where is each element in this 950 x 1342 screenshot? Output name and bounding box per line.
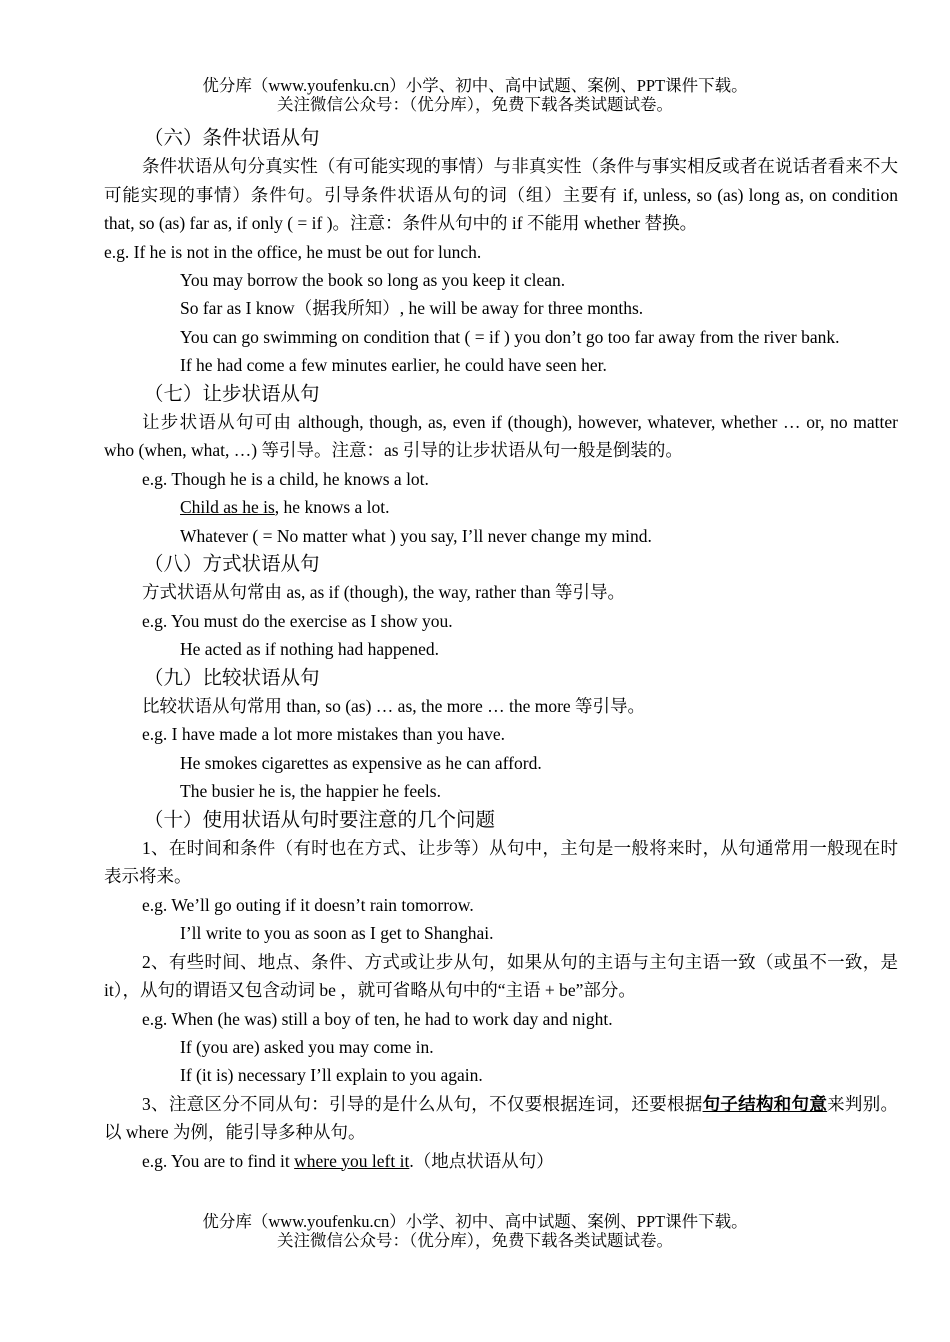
section-10-point-1-example-2: I’ll write to you as soon as I get to Shanghai. (180, 923, 494, 944)
example-rest: , he knows a lot. (274, 497, 390, 518)
section-8-example-1: e.g. You must do the exercise as I show you. (142, 610, 453, 631)
section-10-point-2: 2、有些时间、地点、条件、方式或让步从句，如果从句的主语与主句主语一致（或虽不一致，是 it），从句的谓语又包含动词 be ，就可省略从句中的“主语 + be”部分。 (104, 951, 898, 1001)
footer-line-2: 关注微信公众号：（优分库），免费下载各类试题试卷。 (277, 1231, 673, 1250)
document-body (104, 124, 898, 1175)
header-line-2: 关注微信公众号：（优分库），免费下载各类试题试卷。 (277, 95, 673, 114)
point-3-text-start: 3、注意区分不同从句：引导的是什么从句，不仅要根据连词，还要根据 (142, 1093, 703, 1114)
section-8-heading: （八）方式状语从句 (144, 552, 320, 576)
section-10-point-2-example-3: If (it is) necessary I’ll explain to you again. (180, 1065, 483, 1086)
section-6-example-2: You may borrow the book so long as you keep it clean. (180, 270, 566, 291)
section-8-paragraph: 方式状语从句常由 as, as if (though), the way, rather than 等引导。 (142, 582, 625, 603)
section-10-point-3-example (104, 1147, 898, 1175)
section-10-point-2-example-2: If (you are) asked you may come in. (180, 1036, 434, 1057)
section-6-paragraph: 条件状语从句分真实性（有可能实现的事情）与非真实性（条件与事实相反或者在说话者看来不大可能实现的事情）条件句。引导条件状语从句的词（组）主要有 if, unless, so (as) long as, on condition that, so (as) far as, if only ( = if )。注意：条件从句中的 if 不能用 whether 替换。 (104, 156, 898, 234)
example-end: .（地点状语从句） (409, 1150, 554, 1171)
section-10-heading: （十）使用状语从句时要注意的几个问题 (144, 807, 496, 831)
section-10-point-1: 1、在时间和条件（有时也在方式、让步等）从句中，主句是一般将来时，从句通常用一般现在时表示将来。 (104, 838, 898, 887)
point-3-text-end: 来判别。以 where 为例，能引导多种从句。 (104, 1093, 899, 1143)
section-6-example-4: You can go swimming on condition that ( = if ) you don’t go too far away from the river bank. (180, 326, 840, 347)
section-7-example-1: e.g. Though he is a child, he knows a lot. (142, 468, 429, 489)
header-line-1: 优分库（www.youfenku.cn）小学、初中、高中试题、案例、PPT课件下载。 (202, 76, 748, 95)
section-7-example-3: Whatever ( = No matter what ) you say, I’ll never change my mind. (180, 525, 652, 546)
section-9-example-1: e.g. I have made a lot more mistakes than you have. (142, 724, 506, 745)
section-6-example-1: e.g. If he is not in the office, he must be out for lunch. (104, 241, 482, 262)
page-header (0, 76, 950, 114)
section-7-example-2 (104, 493, 898, 521)
section-10-point-3 (104, 1090, 898, 1147)
section-9-heading: （九）比较状语从句 (144, 665, 320, 689)
example-start: e.g. You are to find it (142, 1150, 295, 1171)
inverted-clause: Child as he is (180, 497, 275, 518)
point-3-emphasis: 句子结构和句意 (702, 1093, 828, 1114)
section-8-example-2: He acted as if nothing had happened. (180, 639, 440, 660)
section-9-example-3: The busier he is, the happier he feels. (180, 781, 441, 802)
section-10-point-1-example-1: e.g. We’ll go outing if it doesn’t rain tomorrow. (142, 894, 474, 915)
page-footer (0, 1212, 950, 1250)
footer-line-1: 优分库（www.youfenku.cn）小学、初中、高中试题、案例、PPT课件下载。 (202, 1212, 748, 1231)
section-6-example-5: If he had come a few minutes earlier, he could have seen her. (180, 355, 607, 376)
section-7-paragraph: 让步状语从句可由 although, though, as, even if (though), however, whatever, whether … or, no matter who (when, what, …) 等引导。注意：as 引导的让步状语从句一般是倒装的。 (104, 412, 898, 461)
underlined-clause: where you left it (294, 1150, 410, 1171)
section-7-heading: （七）让步状语从句 (144, 381, 320, 405)
section-10-point-2-example-1: e.g. When (he was) still a boy of ten, he had to work day and night. (142, 1008, 613, 1029)
section-6-example-3: So far as I know（据我所知）, he will be away for three months. (180, 298, 644, 319)
section-9-example-2: He smokes cigarettes as expensive as he can afford. (180, 752, 542, 773)
section-6-heading: （六）条件状语从句 (144, 126, 320, 149)
section-9-paragraph: 比较状语从句常用 than, so (as) … as, the more … the more 等引导。 (142, 696, 646, 717)
